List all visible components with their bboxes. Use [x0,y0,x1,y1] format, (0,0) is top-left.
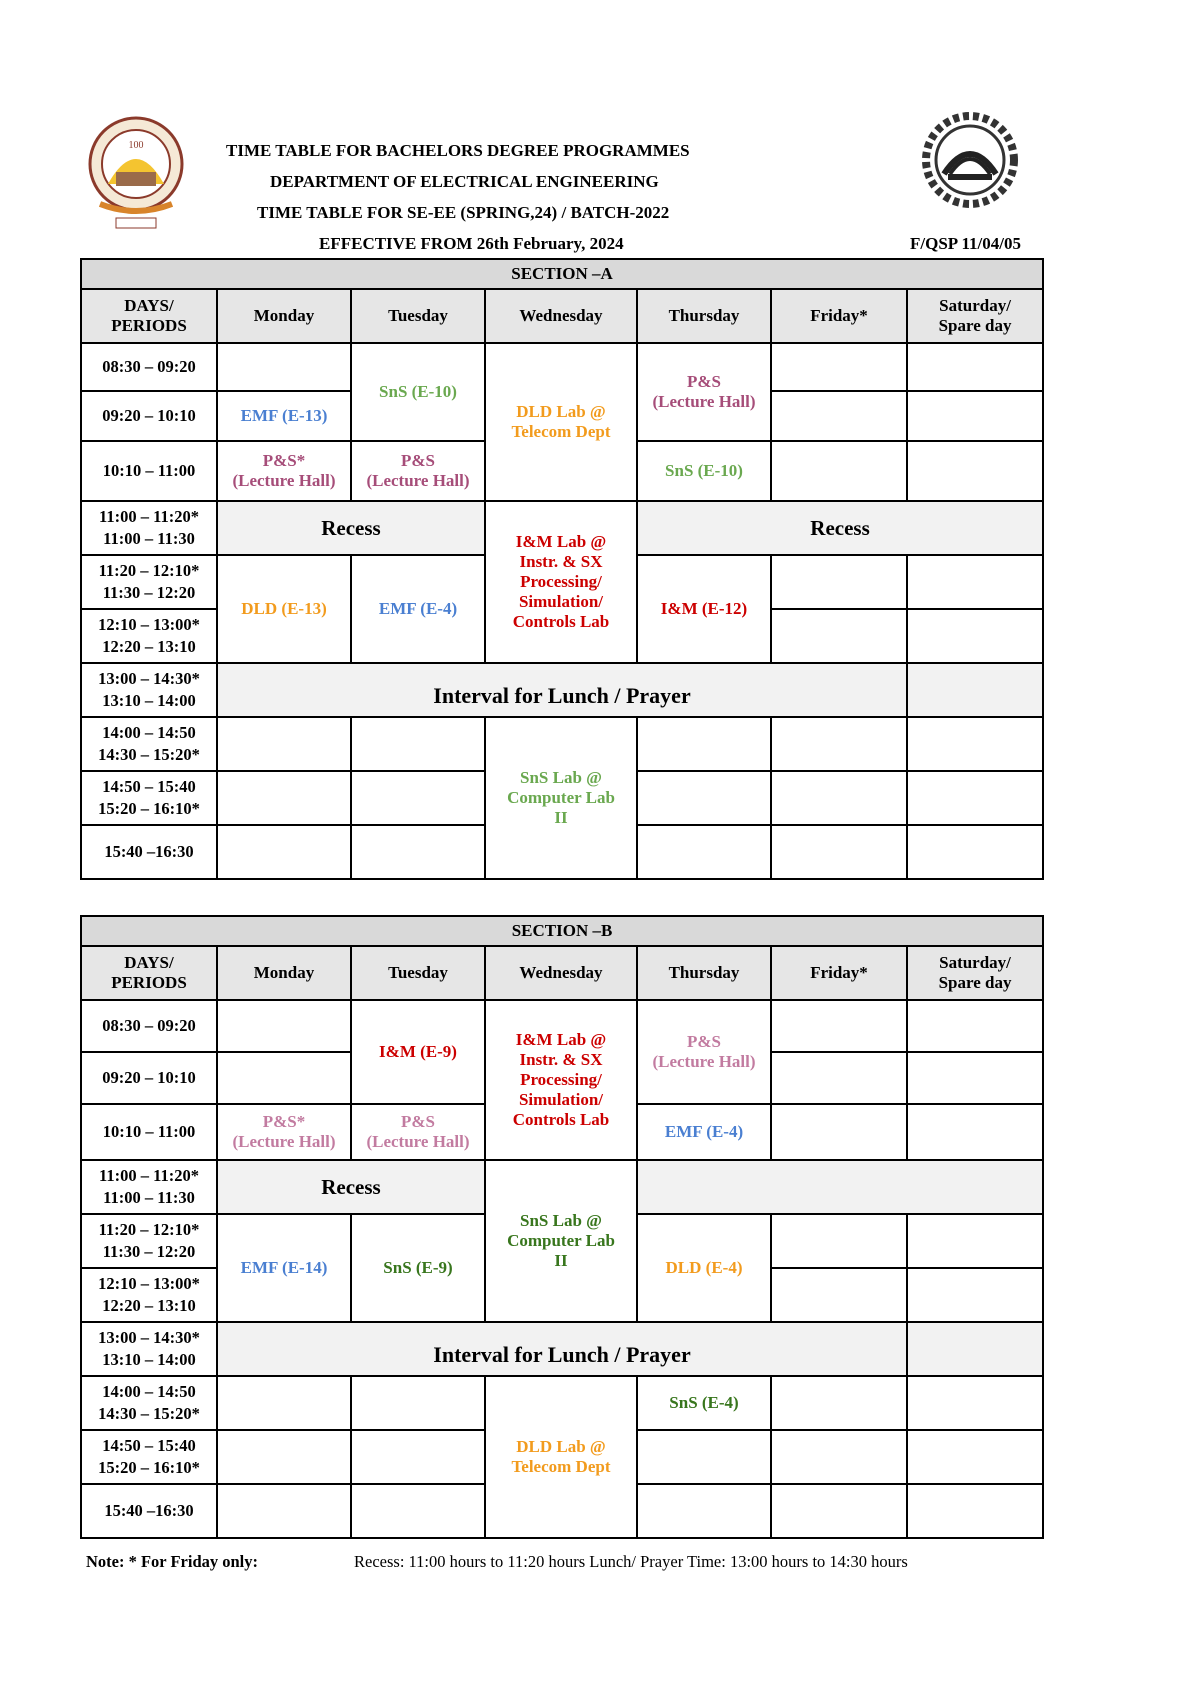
empty-cell [907,771,1043,825]
empty-cell [907,391,1043,441]
lab-line: Instr. & SX [519,1050,603,1069]
class-cell: EMF (E-4) [351,555,485,663]
recess-cell: Recess [217,501,485,555]
period-cell [81,771,217,825]
class-cell: SnS (E-10) [351,343,485,441]
empty-cell [771,1052,907,1104]
header-thursday: Thursday [637,946,771,1000]
header-department: DEPARTMENT OF ELECTRICAL ENGINEERING [270,172,659,191]
empty-cell [907,1430,1043,1484]
lab-line: Processing/ [520,1070,602,1089]
empty-cell [217,343,351,391]
recess-cell: Recess [637,501,1043,555]
class-cell: I&M (E-9) [351,1000,485,1104]
class-cell [217,1104,351,1160]
period-cell: 10:10 – 11:00 [81,1104,217,1160]
period-line: 11:00 – 11:20* [99,1166,199,1185]
empty-cell [217,1376,351,1430]
period-cell: 08:30 – 09:20 [81,343,217,391]
empty-cell [771,555,907,609]
empty-cell [351,825,485,879]
empty-cell [907,663,1043,717]
class-cell: EMF (E-14) [217,1214,351,1322]
empty-cell [907,1052,1043,1104]
lab-line: SnS Lab @ [520,768,602,787]
university-seal-icon [86,114,186,232]
class-line: (Lecture Hall) [232,471,336,490]
period-line: 12:20 – 13:10 [102,637,196,656]
period-line: 12:10 – 13:00* [98,1274,200,1293]
period-cell: 09:20 – 10:10 [81,1052,217,1104]
empty-cell [907,1000,1043,1052]
class-cell: EMF (E-4) [637,1104,771,1160]
period-cell [81,609,217,663]
timetable-section-b [80,915,1044,1539]
period-line: 14:30 – 15:20* [98,745,200,764]
period-cell: 15:40 –16:30 [81,1484,217,1538]
period-line: 11:00 – 11:20* [99,507,199,526]
lab-cell [485,501,637,663]
lab-line: Telecom Dept [511,422,611,441]
class-cell: SnS (E-4) [637,1376,771,1430]
lab-line: Computer Lab [507,1231,615,1250]
empty-cell [217,1484,351,1538]
empty-cell [771,1268,907,1322]
section-title: SECTION –A [81,259,1043,289]
period-cell [81,1376,217,1430]
class-cell [217,441,351,501]
header-wednesday: Wednesday [485,289,637,343]
empty-cell [771,609,907,663]
class-cell: DLD (E-4) [637,1214,771,1322]
header-saturday: Saturday/ Spare day [907,289,1043,343]
recess-cell: Recess [217,1160,485,1214]
empty-cell [217,771,351,825]
lab-line: SnS Lab @ [520,1211,602,1230]
lab-line: Simulation/ [518,1090,604,1109]
class-line: P&S [687,1032,721,1051]
empty-cell [907,343,1043,391]
lab-cell [485,717,637,879]
empty-cell [771,1214,907,1268]
class-line: P&S [401,1112,435,1131]
lab-line: II [554,808,568,827]
empty-cell [637,825,771,879]
header-tuesday: Tuesday [351,946,485,1000]
period-line: 13:00 – 14:30* [98,669,200,688]
period-line: 11:20 – 12:10* [98,1220,200,1239]
empty-cell [351,771,485,825]
lunch-interval-cell: Interval for Lunch / Prayer [217,663,907,717]
period-line: 12:20 – 13:10 [102,1296,196,1315]
class-line: (Lecture Hall) [366,471,470,490]
section-title: SECTION –B [81,916,1043,946]
class-cell [351,1104,485,1160]
period-line: 14:50 – 15:40 [102,777,196,796]
header-monday: Monday [217,946,351,1000]
empty-cell [907,1214,1043,1268]
empty-cell [351,1430,485,1484]
period-line: 12:10 – 13:00* [98,615,200,634]
period-cell [81,1214,217,1268]
header-monday: Monday [217,289,351,343]
period-cell: 08:30 – 09:20 [81,1000,217,1052]
period-cell: 10:10 – 11:00 [81,441,217,501]
empty-cell [771,391,907,441]
header-friday: Friday* [771,946,907,1000]
class-line: P&S [687,372,721,391]
empty-cell [771,441,907,501]
empty-cell [637,1430,771,1484]
period-cell [81,555,217,609]
period-cell [81,501,217,555]
class-line: P&S* [262,1112,306,1131]
empty-cell [907,1104,1043,1160]
lab-line: DLD Lab @ [516,1437,606,1456]
header-batch: TIME TABLE FOR SE-EE (SPRING,24) / BATCH-2022 [257,203,670,222]
empty-cell [907,609,1043,663]
class-cell [351,441,485,501]
empty-cell [907,1322,1043,1376]
period-line: 11:20 – 12:10* [98,561,200,580]
note-text: Recess: 11:00 hours to 11:20 hours Lunch/ Prayer Time: 13:00 hours to 14:30 hours [354,1552,908,1571]
empty-cell [351,717,485,771]
period-line: 14:50 – 15:40 [102,1436,196,1455]
gear-emblem-icon [914,108,1026,212]
timetable-section-a [80,258,1044,880]
class-line: (Lecture Hall) [232,1132,336,1151]
empty-cell [351,1376,485,1430]
empty-cell [637,1484,771,1538]
svg-text:100: 100 [128,140,144,151]
header-days-periods: DAYS/ PERIODS [81,946,217,1000]
empty-cell [771,1484,907,1538]
class-line: (Lecture Hall) [652,1052,756,1071]
period-cell [81,1430,217,1484]
empty-cell [771,717,907,771]
period-cell [81,1322,217,1376]
lab-cell [485,1000,637,1160]
period-line: 15:20 – 16:10* [98,1458,200,1477]
header-effective-date: EFFECTIVE FROM 26th February, 2024 [319,234,624,253]
empty-cell [217,1430,351,1484]
class-cell: DLD (E-13) [217,555,351,663]
class-line: P&S [401,451,435,470]
empty-cell [907,1268,1043,1322]
period-cell [81,1268,217,1322]
lab-line: Simulation/ [518,592,604,611]
note-label: Note: * For Friday only: [86,1552,259,1571]
period-line: 14:30 – 15:20* [98,1404,200,1423]
class-line: (Lecture Hall) [366,1132,470,1151]
class-cell [637,1000,771,1104]
period-line: 13:10 – 14:00 [102,691,196,710]
period-cell [81,663,217,717]
empty-cell [771,1376,907,1430]
period-line: 11:30 – 12:20 [102,583,196,602]
header-wednesday: Wednesday [485,946,637,1000]
period-line: 11:00 – 11:30 [103,529,195,548]
period-line: 13:00 – 14:30* [98,1328,200,1347]
lab-line: II [554,1251,568,1270]
period-line: 14:00 – 14:50 [102,723,196,742]
empty-cell [637,771,771,825]
empty-cell [907,441,1043,501]
empty-cell [217,717,351,771]
header-days-periods: DAYS/ PERIODS [81,289,217,343]
period-cell: 09:20 – 10:10 [81,391,217,441]
class-cell [637,343,771,441]
period-line: 11:00 – 11:30 [103,1188,195,1207]
lab-line: DLD Lab @ [516,402,606,421]
empty-cell [771,771,907,825]
document-reference: F/QSP 11/04/05 [910,234,1021,253]
empty-cell [771,1000,907,1052]
header-title: TIME TABLE FOR BACHELORS DEGREE PROGRAMMES [226,141,690,160]
lab-cell [485,1376,637,1538]
class-cell: I&M (E-12) [637,555,771,663]
lab-line: Controls Lab [512,1110,610,1129]
empty-cell [637,717,771,771]
recess-cell [637,1160,1043,1214]
lab-line: I&M Lab @ [515,532,607,551]
period-line: 14:00 – 14:50 [102,1382,196,1401]
empty-cell [907,555,1043,609]
empty-cell [217,1052,351,1104]
empty-cell [907,1376,1043,1430]
class-cell: SnS (E-9) [351,1214,485,1322]
header-thursday: Thursday [637,289,771,343]
class-cell: EMF (E-13) [217,391,351,441]
header-friday: Friday* [771,289,907,343]
empty-cell [351,1484,485,1538]
empty-cell [907,825,1043,879]
lab-cell [485,343,637,501]
empty-cell [217,825,351,879]
period-line: 11:30 – 12:20 [102,1242,196,1261]
empty-cell [771,825,907,879]
empty-cell [771,1430,907,1484]
empty-cell [907,1484,1043,1538]
class-line: (Lecture Hall) [652,392,756,411]
period-line: 13:10 – 14:00 [102,1350,196,1369]
lab-line: Computer Lab [507,788,615,807]
empty-cell [907,717,1043,771]
period-cell: 15:40 –16:30 [81,825,217,879]
lab-line: Instr. & SX [519,552,603,571]
class-cell: SnS (E-10) [637,441,771,501]
lab-line: Processing/ [520,572,602,591]
period-line: 15:20 – 16:10* [98,799,200,818]
header-tuesday: Tuesday [351,289,485,343]
empty-cell [217,1000,351,1052]
empty-cell [771,343,907,391]
lunch-interval-cell: Interval for Lunch / Prayer [217,1322,907,1376]
lab-line: I&M Lab @ [515,1030,607,1049]
lab-line: Controls Lab [512,612,610,631]
lab-line: Telecom Dept [511,1457,611,1476]
header-saturday: Saturday/ Spare day [907,946,1043,1000]
period-cell [81,1160,217,1214]
empty-cell [771,1104,907,1160]
class-line: P&S* [262,451,306,470]
period-cell [81,717,217,771]
lab-cell [485,1160,637,1322]
